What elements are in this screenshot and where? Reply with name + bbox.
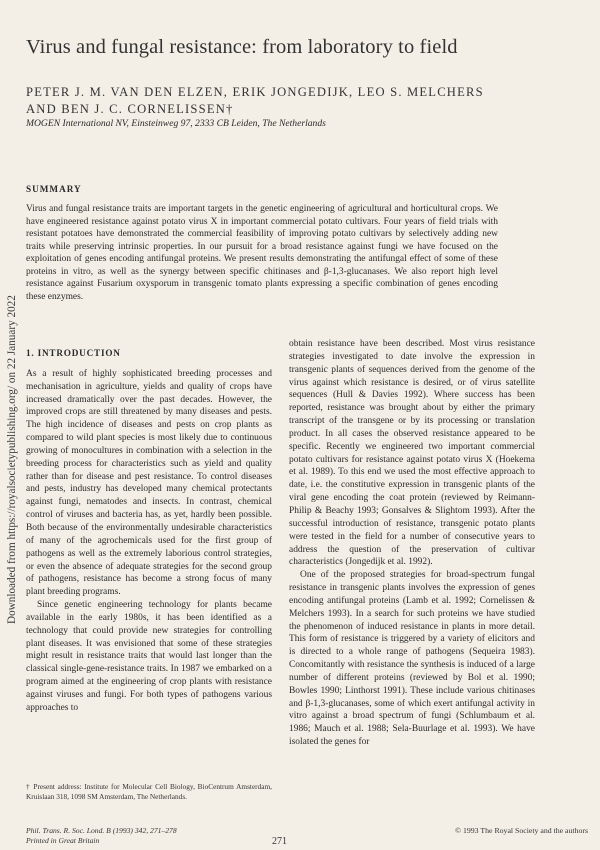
affiliation: MOGEN International NV, Einsteinweg 97, 2333 CB Leiden, The Netherlands [26, 118, 326, 129]
download-watermark: Downloaded from https://royalsocietypublishing.org/ on 22 January 2022 [6, 295, 18, 625]
journal-citation [26, 826, 177, 846]
paper-title: Virus and fungal resistance: from laboratory to field [26, 36, 458, 58]
right-paragraph-2: One of the proposed strategies for broad-spectrum fungal resistance in transgenic plants involves the expression of genes encoding antifungal proteins (Lamb et al. 1992; Cornelissen & Melchers 1993). In a search for such proteins we have studied the phenomenon of induced resistance in plants in more detail. This form of resistance is triggered by a variety of elicitors and is directed to a whole range of pathogens (Sequeira 1983). Concomitantly with resistance the synthesis is induced of a large number of different proteins (reviewed by Bol et al. 1990; Bowles 1990; Linthorst 1991). These include various chitinases and β-1,3-glucanases, some of which exert antifungal activity in vitro against a broad spectrum of fungi (Schlumbaum et al. 1986; Mauch et al. 1988; Sela-Buurlage et al. 1993). We have isolated the genes for [289, 570, 535, 748]
summary-heading: SUMMARY [26, 184, 82, 194]
journal-line-1: Phil. Trans. R. Soc. Lond. B (1993) 342, 271–278 [26, 826, 177, 835]
intro-paragraph-1: As a result of highly sophisticated breeding processes and mechanisation in agriculture, yields and quality of crops have increased dramatically over the past decades. However, the improved crops are still threatened by many diseases and pests. The high incidence of diseases and pests on crop plants as compared to wild plant species is most likely due to continuous growing of monocultures in combination with a selection in the breeding process for characteristics such as yield and quality rather than for disease and pest resistance. To control diseases and pests, industry has developed many chemical protectants against fungi, nematodes and insects. In contrast, chemical control of viruses and bacteria has, as yet, hardly been possible. Both because of the environmentally undesirable characteristics of many of the agrochemicals used for the first group of pathogens as well as the extremely laborious control strategies, or even the absence of adequate strategies for the second group of pathogens, resistance has become a strong focus of many plant breeding programs. [26, 368, 272, 598]
journal-line-2: Printed in Great Britain [26, 836, 100, 845]
right-paragraph-1: obtain resistance have been described. Most virus resistance strategies investigated to date involve the expression in transgenic plants of sequences derived from the genome of the virus against which resistance is desired, or of virus satellite sequences (Hull & Davies 1992). Where success has been reported, resistance was brought about by either the primary transcript of the transgene or by its processing or translation product. In all cases the observed resistance appeared to be specific. Recently we engineered two important commercial potato cultivars for resistance against potato virus X (Hoekema et al. 1989). To this end we used the most effective approach to date, i.e. the constitutive expression in transgenic plants of the viral gene encoding the coat protein (reviewed by Reimann-Philip & Beachy 1993; Gonsalves & Slightom 1993). After the successful introduction of resistance, transgenic potato plants were tested in the field for a number of consecutive years to address the question of the preservation of cultivar characteristics (Jongedijk et al. 1992). [289, 339, 535, 568]
introduction-heading: 1. INTRODUCTION [26, 348, 121, 358]
summary-text: Virus and fungal resistance traits are important targets in the genetic engineering of agricultural and horticultural crops. We have engineered resistance against potato virus X in important commercial potato cultivars. Four years of field trials with resistant potatoes have demonstrated the commercial feasibility of improving potato cultivars by selectively adding new traits while preserving intrinsic properties. In our pursuit for a broad resistance against fungi we have focused on the exploitation of genes encoding antifungal proteins. We present results demonstrating the antifungal effect of some of these proteins in vitro, as well as the synergy between specific chitinases and β-1,3-glucanases. We also report high level resistance against Fusarium oxysporum in transgenic tomato plants expressing a specific combination of genes encoding these enzymes. [26, 204, 498, 302]
copyright-notice: © 1993 The Royal Society and the authors [455, 826, 588, 835]
left-column [26, 347, 272, 715]
authors-line-2: AND BEN J. C. CORNELISSEN† [26, 102, 234, 116]
authors-line-1: PETER J. M. VAN DEN ELZEN, ERIK JONGEDIJK, LEO S. MELCHERS [26, 85, 484, 99]
intro-paragraph-2: Since genetic engineering technology for plants became available in the early 1980s, it has been identified as a technology that could provide new strategies for controlling plant diseases. It was envisioned that some of these strategies might result in resistance traits that would last longer than the classical single-gene-resistance traits. In 1987 we embarked on a program aimed at the engineering of crop plants with resistance against viruses and fungi. For both types of pathogens various approaches to [26, 600, 272, 713]
right-column [289, 338, 535, 749]
footnote: † Present address: Institute for Molecular Cell Biology, BioCentrum Amsterdam, Kruislaan 318, 1098 SM Amsterdam, The Netherlands. [26, 782, 272, 801]
author-list [26, 84, 586, 118]
page-number: 271 [272, 836, 287, 847]
